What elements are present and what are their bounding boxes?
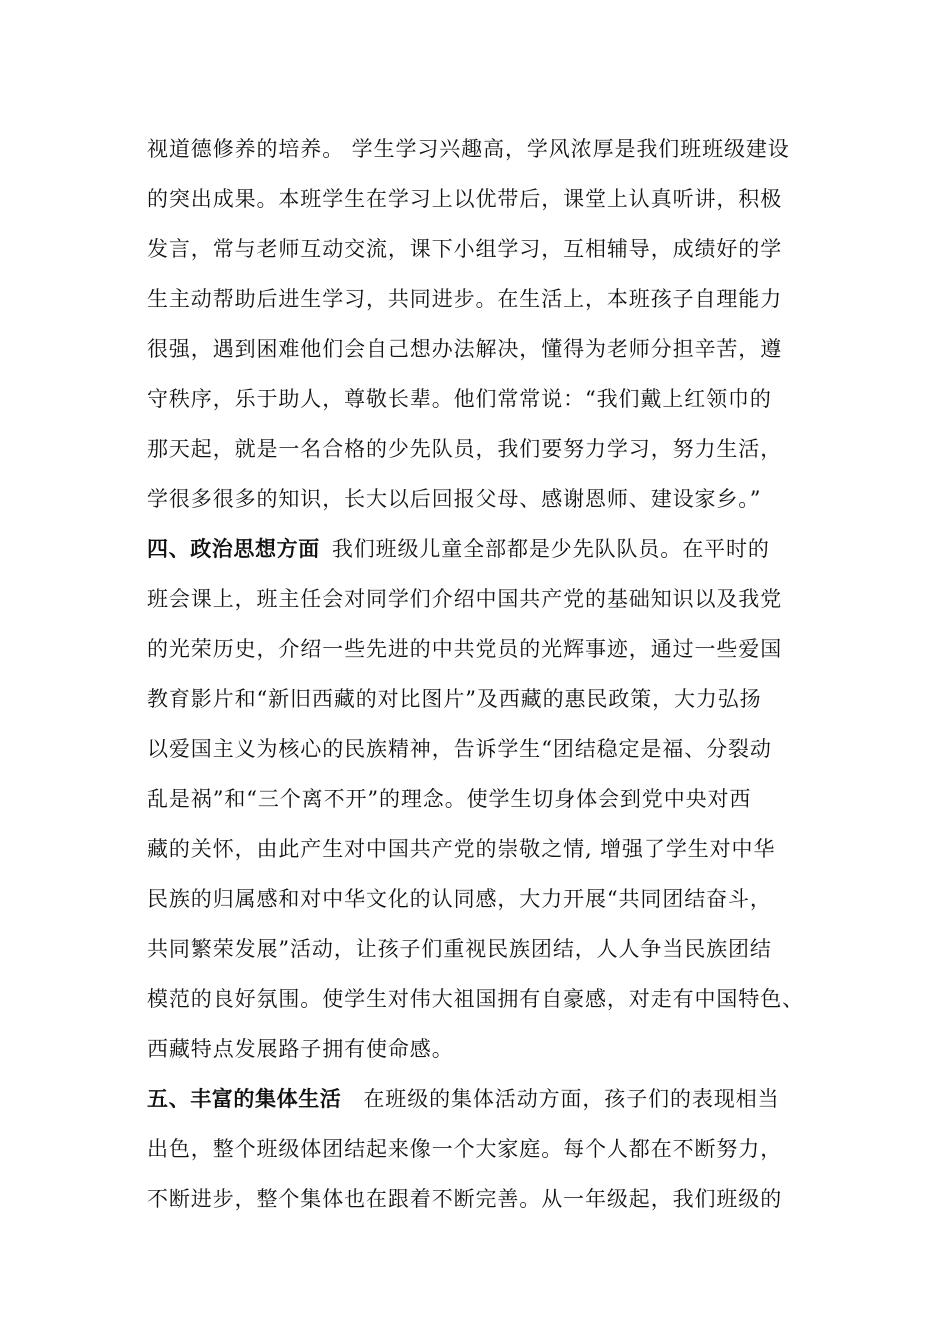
text-line: 教育影片和“新旧西藏的对比图片”及西藏的惠民政策，大力弘扬 — [147, 687, 762, 711]
section4-first-text: 我们班级儿童全部都是少先队队员。在平时的 — [331, 537, 770, 561]
text-line: 以爱国主义为核心的民族精神，告诉学生“团结稳定是福、分裂动 — [147, 737, 772, 761]
text-line: 班会课上，班主任会对同学们介绍中国共产党的基础知识以及我党 — [147, 587, 783, 611]
text-line: 共同繁荣发展”活动，让孩子们重视民族团结，人人争当民族团结 — [147, 937, 772, 961]
text-line: 发言，常与老师互动交流，课下小组学习，互相辅导，成绩好的学 — [147, 237, 783, 261]
section4-heading: 四、政治思想方面 — [147, 537, 320, 561]
text-line: 守秩序，乐于助人，尊敬长辈。他们常常说：“我们戴上红领巾的 — [147, 387, 772, 411]
text-line: 的突出成果。本班学生在学习上以优带后，课堂上认真听讲，积极 — [147, 187, 783, 211]
section4-first-line — [147, 534, 770, 564]
text-line: 不断进步，整个集体也在跟着不断完善。从一年级起，我们班级的 — [147, 1187, 783, 1211]
text-line: 生主动帮助后进生学习，共同进步。在生活上，本班孩子自理能力 — [147, 287, 783, 311]
text-line: 模范的良好氛围。使学生对伟大祖国拥有自豪感，对走有中国特色、 — [147, 987, 804, 1011]
text-line: 视道德修养的培养。 学生学习兴趣高，学风浓厚是我们班班级建设 — [147, 137, 790, 161]
text-line: 藏的关怀，由此产生对中国共产党的崇敬之情, 增强了学生对中华 — [147, 837, 776, 861]
text-line: 西藏特点发展路子拥有使命感。 — [147, 1037, 454, 1061]
text-line: 那天起，就是一名合格的少先队员，我们要努力学习，努力生活， — [147, 437, 783, 461]
text-line: 乱是祸”和“三个离不开”的理念。使学生切身体会到党中央对西 — [147, 787, 752, 811]
section5-first-text: 在班级的集体活动方面，孩子们的表现相当 — [363, 1087, 780, 1111]
section5-heading: 五、丰富的集体生活 — [147, 1087, 342, 1111]
text-line: 民族的归属感和对中华文化的认同感，大力开展“共同团结奋斗， — [147, 887, 772, 911]
text-line: 学很多很多的知识，长大以后回报父母、感谢恩师、建设家乡。” — [147, 487, 762, 511]
text-line: 很强，遇到困难他们会自己想办法解决，懂得为老师分担辛苦，遵 — [147, 337, 783, 361]
text-line: 出色，整个班级体团结起来像一个大家庭。每个人都在不断努力， — [147, 1137, 783, 1161]
text-line: 的光荣历史，介绍一些先进的中共党员的光辉事迹，通过一些爱国 — [147, 637, 783, 661]
section5-first-line — [147, 1084, 780, 1114]
